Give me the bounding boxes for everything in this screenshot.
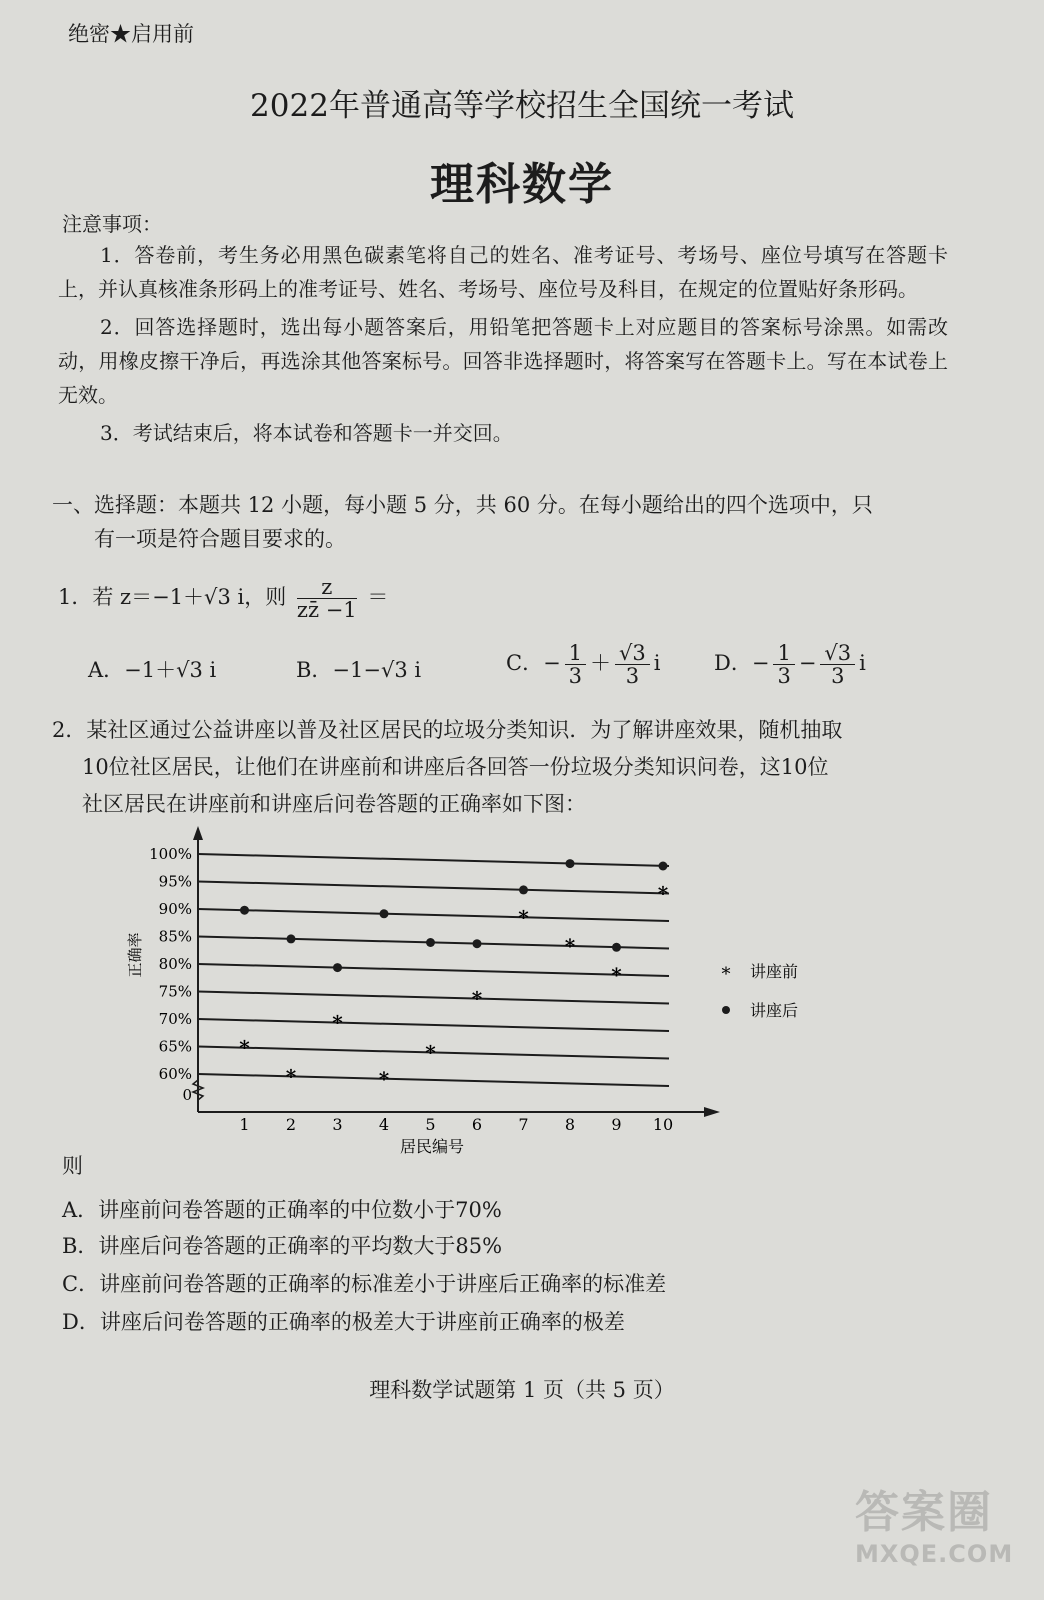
before-lecture-point: * [378, 1066, 390, 1091]
grid-line [198, 992, 669, 1004]
denominator: 3 [831, 664, 845, 688]
x-tick-label: 1 [239, 1115, 250, 1134]
page-footer: 理科数学试题第 1 页（共 5 页） [369, 1378, 675, 1402]
subject-title: 理科数学 [430, 159, 614, 210]
imaginary-unit: i [859, 651, 866, 675]
x-tick-label: 7 [518, 1115, 529, 1134]
legend-label-after: 讲座后 [750, 1001, 799, 1020]
section-line: 一、选择题：本题共 12 小题，每小题 5 分，共 60 分。在每小题给出的四个选项中，只 [52, 493, 873, 517]
y-tick-labels [149, 845, 192, 1104]
watermark-logo [855, 1476, 1013, 1568]
after-lecture-point [426, 938, 435, 947]
notice-item: 3．考试结束后，将本试卷和答题卡一并交回。 [100, 421, 513, 445]
before-lecture-point: * [657, 881, 669, 906]
fraction [773, 642, 794, 687]
denominator: 3 [568, 664, 583, 688]
question-2-line: 2．某社区通过公益讲座以普及社区居民的垃圾分类知识．为了解讲座效果，随机抽取 [52, 718, 843, 742]
numerator: √3 [615, 642, 650, 665]
after-lecture-point [612, 943, 621, 952]
watermark-url: MXQE.COM [855, 1540, 1014, 1568]
option-label: D．− [714, 651, 770, 675]
question-1 [58, 576, 388, 621]
question-2-then: 则 [62, 1154, 83, 1178]
after-lecture-point [240, 906, 249, 915]
option-a: A．讲座前问卷答题的正确率的中位数小于70% [62, 1198, 502, 1222]
after-lecture-point [333, 963, 342, 972]
before-lecture-point: * [564, 934, 576, 959]
question-2-line: 10位社区居民，让他们在讲座前和讲座后各回答一份垃圾分类知识问卷，这10位 [82, 755, 829, 779]
legend-dot-marker [722, 1006, 730, 1014]
fraction [297, 576, 357, 621]
before-lecture-point: * [611, 962, 622, 987]
after-lecture-point [473, 939, 482, 948]
fraction [615, 642, 650, 687]
x-tick-label: 3 [332, 1115, 343, 1134]
x-tick-label: 6 [471, 1115, 483, 1134]
after-lecture-point [566, 859, 575, 868]
y-axis-arrow [193, 826, 203, 840]
grid-line [198, 882, 669, 894]
after-lecture-point [287, 934, 296, 943]
x-tick-label: 9 [611, 1115, 622, 1134]
fraction [565, 642, 586, 687]
grid-line [198, 854, 669, 866]
section-heading [52, 488, 952, 556]
grid-line [198, 1019, 669, 1031]
before-lecture-point: * [518, 905, 529, 930]
before-lecture-point: * [425, 1040, 436, 1065]
y-tick-label: 85% [158, 927, 192, 946]
before-lecture-point: * [239, 1035, 250, 1060]
option-c [506, 642, 661, 687]
option-b: B．−1−√3 i [296, 658, 422, 682]
operator: ＋ [590, 651, 612, 675]
y-axis-label: 正确率 [126, 932, 144, 978]
denominator: 3 [625, 664, 640, 688]
x-axis-arrow [704, 1107, 720, 1117]
y-tick-label: 75% [158, 982, 192, 1001]
exam-title: 2022年普通高等学校招生全国统一考试 [250, 88, 794, 124]
option-d [714, 642, 866, 687]
y-tick-label: 90% [158, 900, 192, 918]
y-tick-label: 95% [158, 872, 192, 891]
after-lecture-point [380, 909, 389, 918]
after-lecture-point [659, 862, 668, 871]
x-tick-label: 5 [425, 1115, 436, 1134]
watermark-text: 答案圈 [855, 1487, 993, 1538]
before-lecture-point: * [471, 986, 483, 1011]
notice-list [58, 238, 948, 450]
accuracy-chart [120, 830, 799, 1160]
legend-star-marker: * [721, 964, 731, 985]
y-tick-label: 80% [158, 955, 192, 973]
y-tick-label: 65% [158, 1037, 192, 1056]
numerator: z [297, 576, 357, 599]
question-2-line: 社区居民在讲座前和讲座后问卷答题的正确率如下图： [82, 792, 586, 816]
question-2 [52, 712, 952, 823]
x-tick-label: 4 [378, 1115, 390, 1134]
numerator: 1 [565, 642, 586, 665]
before-lecture-point: * [285, 1064, 297, 1089]
fraction [820, 642, 855, 687]
option-d: D．讲座后问卷答题的正确率的极差大于讲座前正确率的极差 [62, 1310, 625, 1334]
legend [722, 962, 799, 1020]
x-axis-label: 居民编号 [399, 1137, 465, 1156]
confidential-label: 绝密★启用前 [68, 22, 194, 46]
option-label: C．− [506, 651, 561, 675]
grid-line [198, 1074, 669, 1086]
x-tick-label: 10 [652, 1115, 674, 1134]
denominator: 3 [777, 664, 791, 688]
x-tick-labels [239, 1115, 673, 1134]
grid-line [198, 909, 669, 921]
equals-sign: ＝ [367, 585, 389, 609]
section-line: 有一项是符合题目要求的。 [94, 527, 346, 551]
operator: − [798, 651, 817, 675]
notice-item: 2．回答选择题时，选出每小题答案后，用铅笔把答题卡上对应题目的答案标号涂黑。如需改动，用橡皮擦干净后，再选涂其他答案标号。回答非选择题时，将答案写在答题卡上。写在本试卷上无效。 [58, 315, 948, 407]
imaginary-unit: i [653, 651, 661, 675]
grid-line [198, 964, 669, 976]
numerator: 1 [773, 642, 794, 665]
numerator: √3 [820, 642, 855, 665]
option-b: B．讲座后问卷答题的正确率的平均数大于85% [62, 1234, 503, 1258]
after-lecture-point [519, 885, 528, 894]
x-tick-label: 8 [564, 1115, 576, 1134]
x-tick-label: 2 [285, 1115, 297, 1134]
notice-heading: 注意事项： [62, 212, 162, 236]
y-tick-label: 60% [158, 1065, 192, 1083]
y-tick-label: 100% [149, 845, 192, 863]
before-lecture-point: * [332, 1010, 343, 1035]
y-tick-label: 0 [182, 1086, 192, 1104]
option-c: C．讲座前问卷答题的正确率的标准差小于讲座后正确率的标准差 [62, 1272, 667, 1296]
denominator: zz̄ −1 [296, 598, 357, 622]
legend-label-before: 讲座前 [750, 962, 799, 981]
notice-item: 1．答卷前，考生务必用黑色碳素笔将自己的姓名、准考证号、考场号、座位号填写在答题卡上，并认真核准条形码上的准考证号、姓名、考场号、座位号及科目，在规定的位置贴好条形码。 [58, 243, 948, 301]
question-1-stem: 1．若 z＝−1＋√3 i，则 [58, 585, 287, 609]
y-tick-label: 70% [158, 1010, 192, 1028]
option-a: A．−1＋√3 i [88, 658, 217, 682]
